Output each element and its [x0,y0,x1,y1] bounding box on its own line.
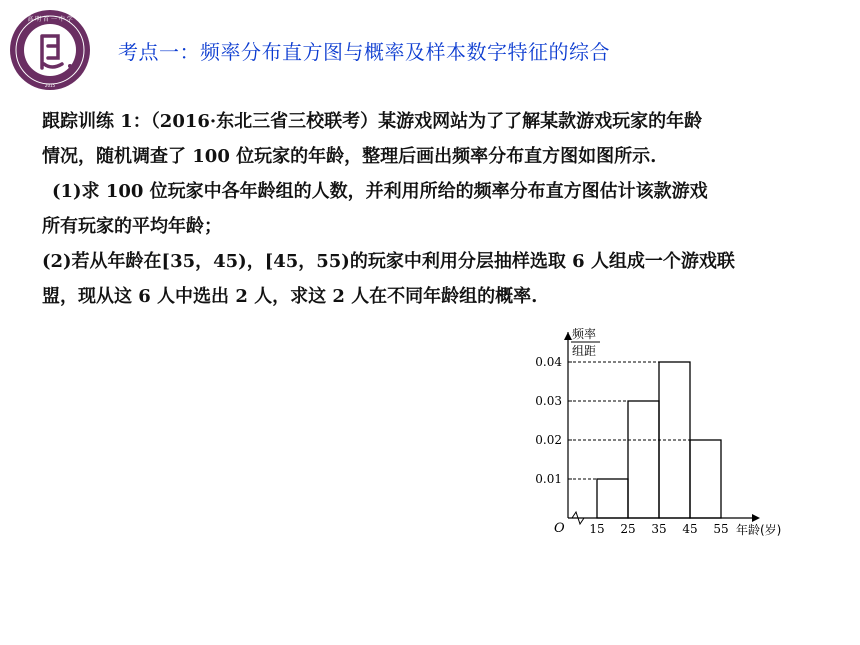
x-tick-label: 35 [651,522,667,536]
y-tick-label: 0.01 [535,472,562,486]
x-tick-label: 45 [682,522,698,536]
origin-label: O [554,521,565,536]
x-tick-label: 25 [620,522,636,536]
svg-text:2015: 2015 [44,83,56,88]
problem-line: 盟，现从这 6 人中选出 2 人，求这 2 人在不同年龄组的概率. [42,286,538,307]
problem-text [42,104,832,314]
histogram-bar [690,440,721,518]
school-logo [8,8,92,92]
histogram-bar [628,401,659,518]
x-axis-arrow [752,514,760,522]
x-tick-label: 15 [589,522,605,536]
y-tick-label: 0.04 [535,355,562,369]
problem-line: 所有玩家的平均年龄； [42,216,222,237]
x-axis-label: 年龄(岁) [736,523,782,537]
x-tick-label: 55 [713,522,729,536]
svg-text:高 明 首 一 中 学: 高 明 首 一 中 学 [27,16,73,23]
histogram-bar [597,479,628,518]
section-heading: 考点一：频率分布直方图与概率及样本数字特征的综合 [118,40,610,64]
problem-line: (2)若从年龄在[35，45)，[45，55)的玩家中利用分层抽样选取 6 人组成一个游戏联 [42,251,735,272]
y-tick-label: 0.02 [535,433,562,447]
y-axis-arrow [564,332,572,340]
y-axis-label-numerator: 频率 [572,327,597,341]
y-tick-label: 0.03 [535,394,562,408]
problem-line: 跟踪训练 1：（2016·东北三省三校联考）某游戏网站为了了解某款游戏玩家的年龄 [42,111,703,132]
problem-line: (1)求 100 位玩家中各年龄组的人数，并利用所给的频率分布直方图估计该款游戏 [52,181,708,202]
problem-line: 情况，随机调查了 100 位玩家的年龄，整理后画出频率分布直方图如图所示. [42,146,657,167]
y-axis-label-denominator: 组距 [572,344,597,358]
frequency-histogram [520,318,820,548]
